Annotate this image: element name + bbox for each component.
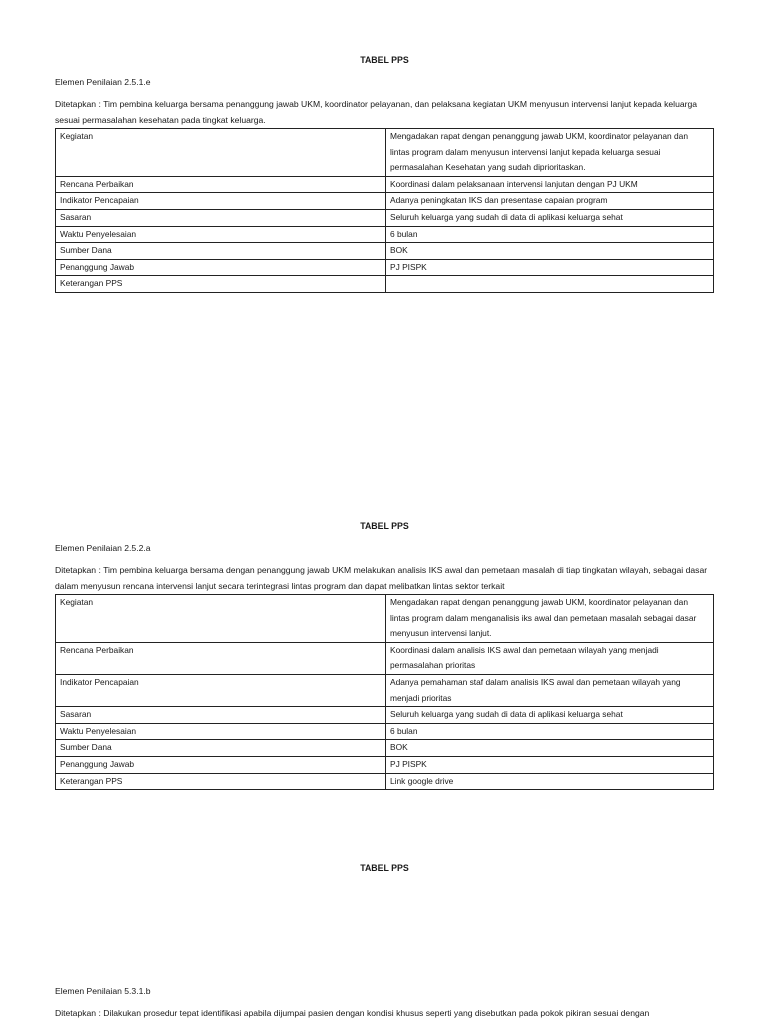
row-label: Indikator Pencapaian: [56, 193, 386, 210]
table-row: [56, 259, 714, 276]
row-value: Seluruh keluarga yang sudah di data di aplikasi keluarga sehat: [386, 707, 714, 724]
row-value: Koordinasi dalam pelaksanaan intervensi lanjutan dengan PJ UKM: [386, 176, 714, 193]
row-value: Koordinasi dalam analisis IKS awal dan pemetaan wilayah yang menjadi permasalahan prioritas: [386, 642, 714, 674]
pps-table: [55, 128, 714, 293]
elemen-penilaian: Elemen Penilaian 5.3.1.b: [55, 986, 151, 996]
table-row: [56, 707, 714, 724]
table-row: [56, 642, 714, 674]
row-label: Sumber Dana: [56, 740, 386, 757]
ditetapkan-text: Ditetapkan : Dilakukan prosedur tepat identifikasi apabila dijumpai pasien dengan kondisi khusus seperti yang disebutkan pada pokok pikiran sesuai dengan: [55, 1008, 650, 1018]
row-value: BOK: [386, 243, 714, 260]
table-row: [56, 243, 714, 260]
section-title: TABEL PPS: [360, 521, 409, 531]
pps-section-2: [55, 520, 714, 790]
row-value: PJ PISPK: [386, 259, 714, 276]
elemen-penilaian: Elemen Penilaian 2.5.2.a: [55, 543, 151, 553]
row-value: Seluruh keluarga yang sudah di data di aplikasi keluarga sehat: [386, 209, 714, 226]
table-row: [56, 723, 714, 740]
row-value: Link google drive: [386, 773, 714, 790]
table-row: [56, 209, 714, 226]
row-value: BOK: [386, 740, 714, 757]
row-value: Mengadakan rapat dengan penanggung jawab UKM, koordinator pelayanan dan lintas program dalam menganalisis iks awal dan pemetaan masalah sebagai dasar menyusun intervensi lanjut.: [386, 595, 714, 643]
row-label: Keterangan PPS: [56, 773, 386, 790]
row-label: Sasaran: [56, 707, 386, 724]
row-label: Rencana Perbaikan: [56, 642, 386, 674]
row-value: PJ PISPK: [386, 756, 714, 773]
row-label: Waktu Penyelesaian: [56, 723, 386, 740]
row-label: Penanggung Jawab: [56, 756, 386, 773]
table-row: [56, 129, 714, 177]
row-value: [386, 276, 714, 293]
ditetapkan-text: Ditetapkan : Tim pembina keluarga bersama dengan penanggung jawab UKM melakukan analisis IKS awal dan pemetaan masalah di tiap tingkatan wilayah, sebagai dasar dalam menyusun rencana intervensi lanjut secara terintegrasi lintas program dan dapat melibatkan lintas sektor terkait: [55, 565, 708, 591]
table-row: [56, 740, 714, 757]
pps-section-3: [55, 862, 714, 874]
row-label: Indikator Pencapaian: [56, 674, 386, 706]
row-label: Sumber Dana: [56, 243, 386, 260]
row-label: Waktu Penyelesaian: [56, 226, 386, 243]
row-value: 6 bulan: [386, 723, 714, 740]
pps-section-3-body: [55, 985, 714, 1021]
table-row: [56, 276, 714, 293]
table-row: [56, 595, 714, 643]
row-label: Kegiatan: [56, 129, 386, 177]
row-label: Rencana Perbaikan: [56, 176, 386, 193]
table-row: [56, 193, 714, 210]
row-label: Kegiatan: [56, 595, 386, 643]
ditetapkan-text: Ditetapkan : Tim pembina keluarga bersama penanggung jawab UKM, koordinator pelayanan, dan pelaksana kegiatan UKM menyusun intervensi lanjut kepada keluarga sesuai permasalahan kesehatan pada tingkat keluarga.: [55, 99, 698, 125]
section-title: TABEL PPS: [360, 863, 409, 873]
row-value: Mengadakan rapat dengan penanggung jawab UKM, koordinator pelayanan dan lintas program dalam menyusun intervensi lanjut kepada keluarga sesuai permasalahan Kesehatan yang sudah diprioritaskan.: [386, 129, 714, 177]
row-value: Adanya pemahaman staf dalam analisis IKS awal dan pemetaan wilayah yang menjadi prioritas: [386, 674, 714, 706]
row-value: Adanya peningkatan IKS dan presentase capaian program: [386, 193, 714, 210]
table-row: [56, 756, 714, 773]
table-row: [56, 773, 714, 790]
row-value: 6 bulan: [386, 226, 714, 243]
row-label: Sasaran: [56, 209, 386, 226]
table-row: [56, 176, 714, 193]
row-label: Penanggung Jawab: [56, 259, 386, 276]
elemen-penilaian: Elemen Penilaian 2.5.1.e: [55, 77, 151, 87]
row-label: Keterangan PPS: [56, 276, 386, 293]
pps-section-1: [55, 54, 714, 293]
table-row: [56, 226, 714, 243]
section-title: TABEL PPS: [360, 55, 409, 65]
table-row: [56, 674, 714, 706]
pps-table: [55, 594, 714, 790]
